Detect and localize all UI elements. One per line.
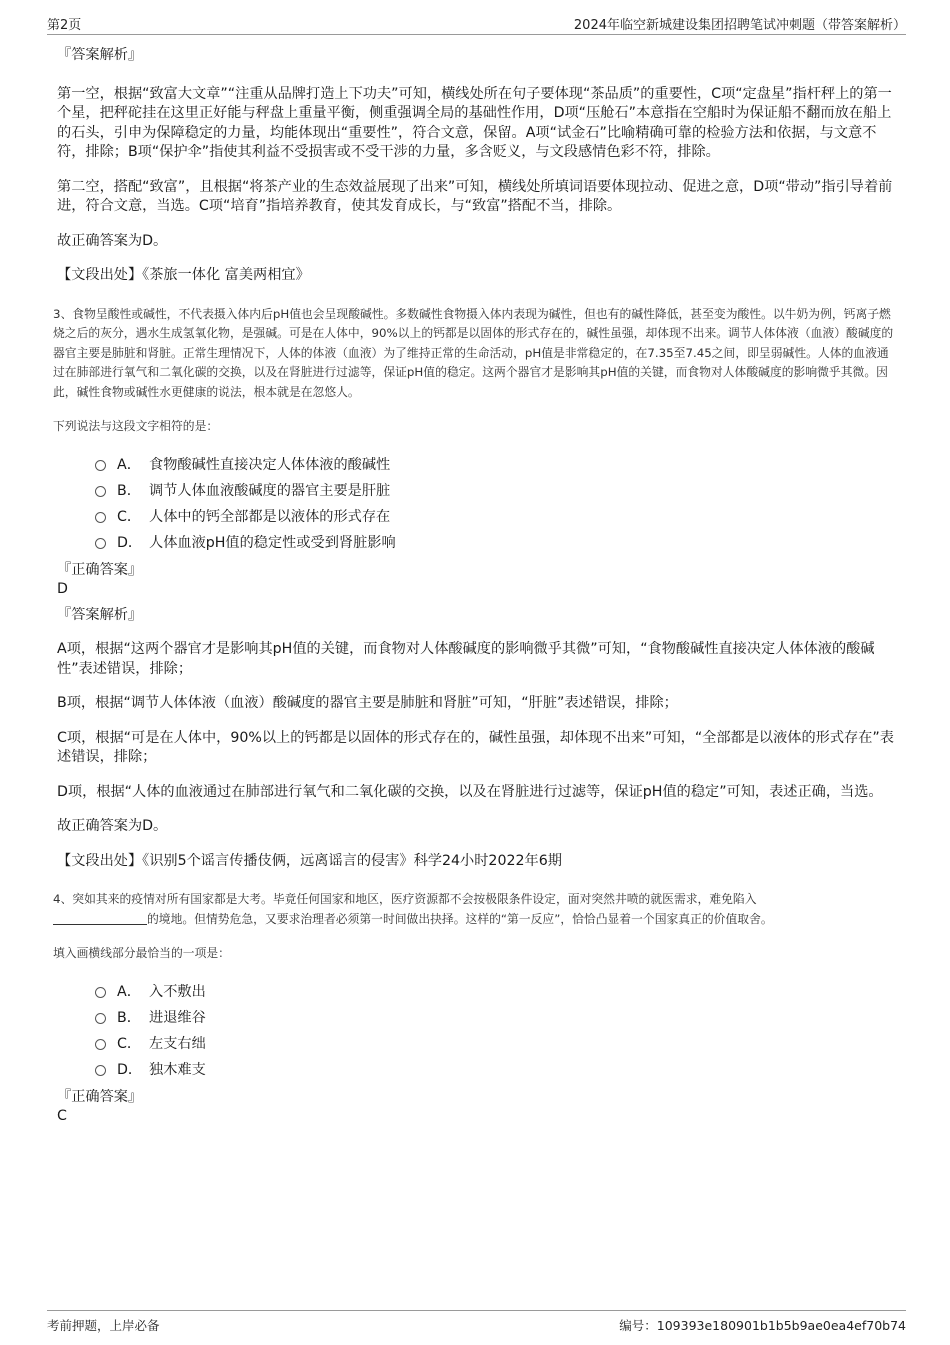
option-d[interactable] bbox=[95, 529, 897, 555]
radio-button[interactable] bbox=[95, 512, 106, 523]
question-3-prompt: 下列说法与这段文字相符的是： bbox=[53, 419, 219, 433]
analysis-option-a: A项，根据“这两个器官才是影响其pH值的关键，而食物对人体酸碱度的影响微乎其微”可知，“食物酸碱性直接决定人体体液的酸碱性”表述错误，排除； bbox=[57, 641, 875, 677]
radio-button[interactable] bbox=[95, 1065, 106, 1076]
page-footer bbox=[47, 1310, 906, 1337]
option-text: 人体血液pH值的稳定性或受到肾脏影响 bbox=[149, 534, 396, 551]
passage-part-2: 的境地。但情势危急，又要求治理者必须第一时间做出抉择。这样的“第一反应”，恰恰凸显着一个国家真正的价值取舍。 bbox=[147, 911, 773, 926]
analysis-paragraph-1: 第一空，根据“致富大文章”“注重从品牌打造上下功夫”可知，横线处所在句子要体现“茶品质”的重要性，C项“定盘星”指杆秤上的第一个星，把秤砣挂在这里正好能与秤盘上重量平衡，侧重强调全局的基础性作用，D项“压舱石”本意指在空船时为保证船不翻而放在船上的石头，引申为保障稳定的力量，均能体现出“重要性”，符合文意，保留。A项“试金石”比喻精确可靠的检验方法和依据，与文意不符，排除；B项“保护伞”指使其利益不受损害或不受干涉的力量，多含贬义，与文段感情色彩不符，排除。 bbox=[57, 85, 892, 160]
option-text: 进退维谷 bbox=[149, 1009, 206, 1026]
radio-button[interactable] bbox=[95, 538, 106, 549]
conclusion: 故正确答案为D。 bbox=[57, 232, 168, 249]
option-letter: B． bbox=[117, 482, 141, 499]
analysis-label: 『答案解析』 bbox=[57, 606, 143, 623]
option-c[interactable] bbox=[95, 503, 897, 529]
analysis-paragraph-2: 第二空，搭配“致富”，且根据“将茶产业的生态效益展现了出来”可知，横线处所填词语要体现拉动、促进之意，D项“带动”指引导着前进，符合文意，当选。C项“培育”指培养教育，使其发育成长，与“致富”搭配不当，排除。 bbox=[57, 178, 893, 214]
option-c[interactable] bbox=[95, 1030, 897, 1056]
option-d[interactable] bbox=[95, 1056, 897, 1082]
option-a[interactable] bbox=[95, 978, 897, 1004]
radio-button[interactable] bbox=[95, 1013, 106, 1024]
option-b[interactable] bbox=[95, 477, 897, 503]
radio-button[interactable] bbox=[95, 486, 106, 497]
analysis-label: 『答案解析』 bbox=[57, 47, 143, 63]
analysis-option-b: B项，根据“调节人体体液（血液）酸碱度的器官主要是肺脏和肾脏”可知，“肝脏”表述错误，排除； bbox=[57, 695, 678, 711]
source-citation: 【文段出处】《茶旅一体化 富美两相宜》 bbox=[57, 267, 310, 283]
option-b[interactable] bbox=[95, 1004, 897, 1030]
passage-part-1: 4、突如其来的疫情对所有国家都是大考。毕竟任何国家和地区，医疗资源都不会按极限条件设定，面对突然井喷的就医需求，难免陷入 bbox=[53, 892, 757, 906]
source-citation: 【文段出处】《识别5个谣言传播伎俩，远离谣言的侵害》科学24小时2022年6期 bbox=[57, 852, 562, 869]
question-4-options bbox=[95, 978, 897, 1082]
option-letter: C． bbox=[117, 1035, 142, 1052]
option-letter: A． bbox=[117, 456, 141, 473]
fill-blank-line bbox=[53, 910, 147, 925]
option-text: 人体中的钙全部都是以液体的形式存在 bbox=[149, 508, 391, 525]
page-header bbox=[47, 14, 906, 35]
radio-button[interactable] bbox=[95, 1039, 106, 1050]
option-letter: C． bbox=[117, 508, 142, 525]
correct-answer-label: 『正确答案』 bbox=[57, 561, 143, 578]
correct-answer: D bbox=[57, 581, 68, 597]
option-text: 食物酸碱性直接决定人体体液的酸碱性 bbox=[149, 456, 391, 473]
option-a[interactable] bbox=[95, 451, 897, 477]
analysis-option-d: D项，根据“人体的血液通过在肺部进行氧气和二氧化碳的交换，以及在肾脏进行过滤等，保证pH值的稳定”可知，表述正确，当选。 bbox=[57, 783, 883, 800]
analysis-option-c: C项，根据“可是在人体中，90%以上的钙都是以固体的形式存在的，碱性虽强，却体现不出来”可知，“全部都是以液体的形式存在”表述错误，排除； bbox=[57, 729, 894, 765]
document-code: 编号：109393e180901b1b5b9ae0ea4ef70b74 bbox=[619, 1318, 906, 1333]
page-number: 第2页 bbox=[47, 18, 82, 33]
option-letter: D． bbox=[117, 534, 143, 551]
question-3-options bbox=[95, 451, 897, 555]
correct-answer: C bbox=[57, 1108, 67, 1124]
option-text: 调节人体血液酸碱度的器官主要是肝脏 bbox=[149, 482, 391, 499]
document-title: 2024年临空新城建设集团招聘笔试冲刺题（带答案解析） bbox=[573, 18, 906, 33]
question-4-prompt: 填入画横线部分最恰当的一项是： bbox=[53, 946, 230, 960]
option-text: 入不敷出 bbox=[149, 983, 206, 1000]
option-text: 独木难支 bbox=[149, 1061, 206, 1078]
question-3-passage: 3、食物呈酸性或碱性，不代表摄入体内后pH值也会呈现酸碱性。多数碱性食物摄入体内表现为碱性，但也有的碱性降低，甚至变为酸性。以牛奶为例，钙离子燃烧之后的灰分，遇水生成氢氧化物，是强碱。可是在人体中，90%以上的钙都是以固体的形式存在的，碱性虽强，却体现不出来。调节人体体液（血液）酸碱度的器官主要是肺脏和肾脏。正常生理情况下，人体的体液（血液）为了维持正常的生命活动，pH值是非常稳定的，在7.35至7.45之间，即呈弱碱性。人体的血液通过在肺部进行氧气和二氧化碳的交换，以及在肾脏进行过滤等，保证pH值的稳定。这两个器官才是影响其pH值的关键，而食物对人体酸碱度的影响微乎其微。因此，碱性食物或碱性水更健康的说法，根本就是在忽悠人。 bbox=[53, 306, 894, 399]
option-letter: A． bbox=[117, 983, 141, 1000]
radio-button[interactable] bbox=[95, 987, 106, 998]
correct-answer-label: 『正确答案』 bbox=[57, 1088, 143, 1105]
option-letter: D． bbox=[117, 1061, 143, 1078]
footer-slogan: 考前押题，上岸必备 bbox=[47, 1318, 160, 1333]
question-4-passage bbox=[53, 890, 897, 929]
page-content bbox=[53, 46, 897, 1127]
option-text: 左支右绌 bbox=[149, 1035, 206, 1052]
radio-button[interactable] bbox=[95, 460, 106, 471]
conclusion: 故正确答案为D。 bbox=[57, 818, 168, 834]
option-letter: B． bbox=[117, 1009, 141, 1026]
